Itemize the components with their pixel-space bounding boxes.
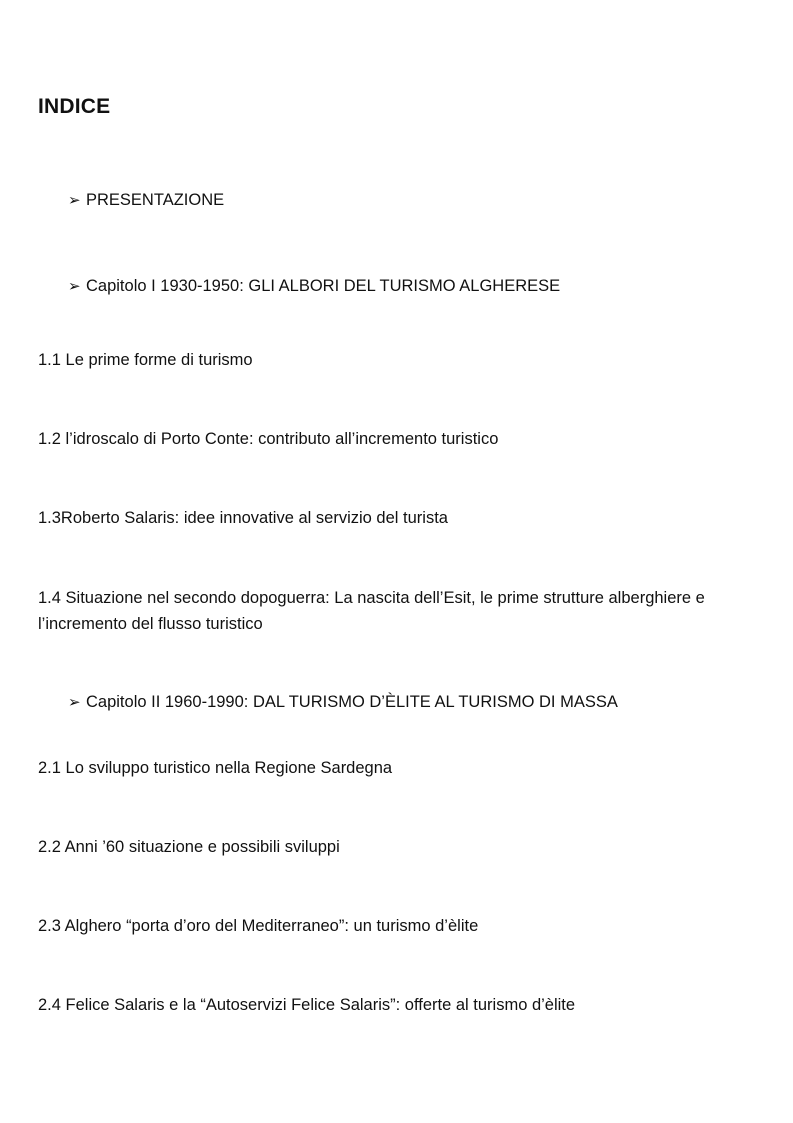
section-capitolo-1 xyxy=(68,273,560,300)
section-presentazione xyxy=(68,187,224,214)
page-title: INDICE xyxy=(38,95,111,118)
toc-entry-2-3: 2.3 Alghero “porta d’oro del Mediterraneo”: un turismo d’èlite xyxy=(38,917,479,935)
toc-entry-1-1: 1.1 Le prime forme di turismo xyxy=(38,351,253,369)
toc-entry-1-4: 1.4 Situazione nel secondo dopoguerra: La nascita dell’Esit, le prime strutture alberghiere e l’incremento del flusso turistico xyxy=(38,589,705,633)
toc-entry-2-1: 2.1 Lo sviluppo turistico nella Regione Sardegna xyxy=(38,759,393,777)
toc-entry-2-4: 2.4 Felice Salaris e la “Autoservizi Felice Salaris”: offerte al turismo d’èlite xyxy=(38,996,576,1014)
arrowhead-bullet-icon: ➢ xyxy=(68,694,81,711)
arrowhead-bullet-icon: ➢ xyxy=(68,278,81,295)
arrowhead-bullet-icon: ➢ xyxy=(68,192,81,209)
section-label: PRESENTAZIONE xyxy=(86,191,225,209)
section-label: Capitolo II 1960-1990: DAL TURISMO D’ÈLITE AL TURISMO DI MASSA xyxy=(86,693,618,711)
section-capitolo-2 xyxy=(68,689,618,716)
toc-entry-1-2: 1.2 l’idroscalo di Porto Conte: contributo all’incremento turistico xyxy=(38,430,499,448)
toc-entry-2-2: 2.2 Anni ’60 situazione e possibili sviluppi xyxy=(38,838,340,856)
toc-entry-1-3: 1.3Roberto Salaris: idee innovative al servizio del turista xyxy=(38,509,448,527)
section-label: Capitolo I 1930-1950: GLI ALBORI DEL TURISMO ALGHERESE xyxy=(86,277,561,295)
